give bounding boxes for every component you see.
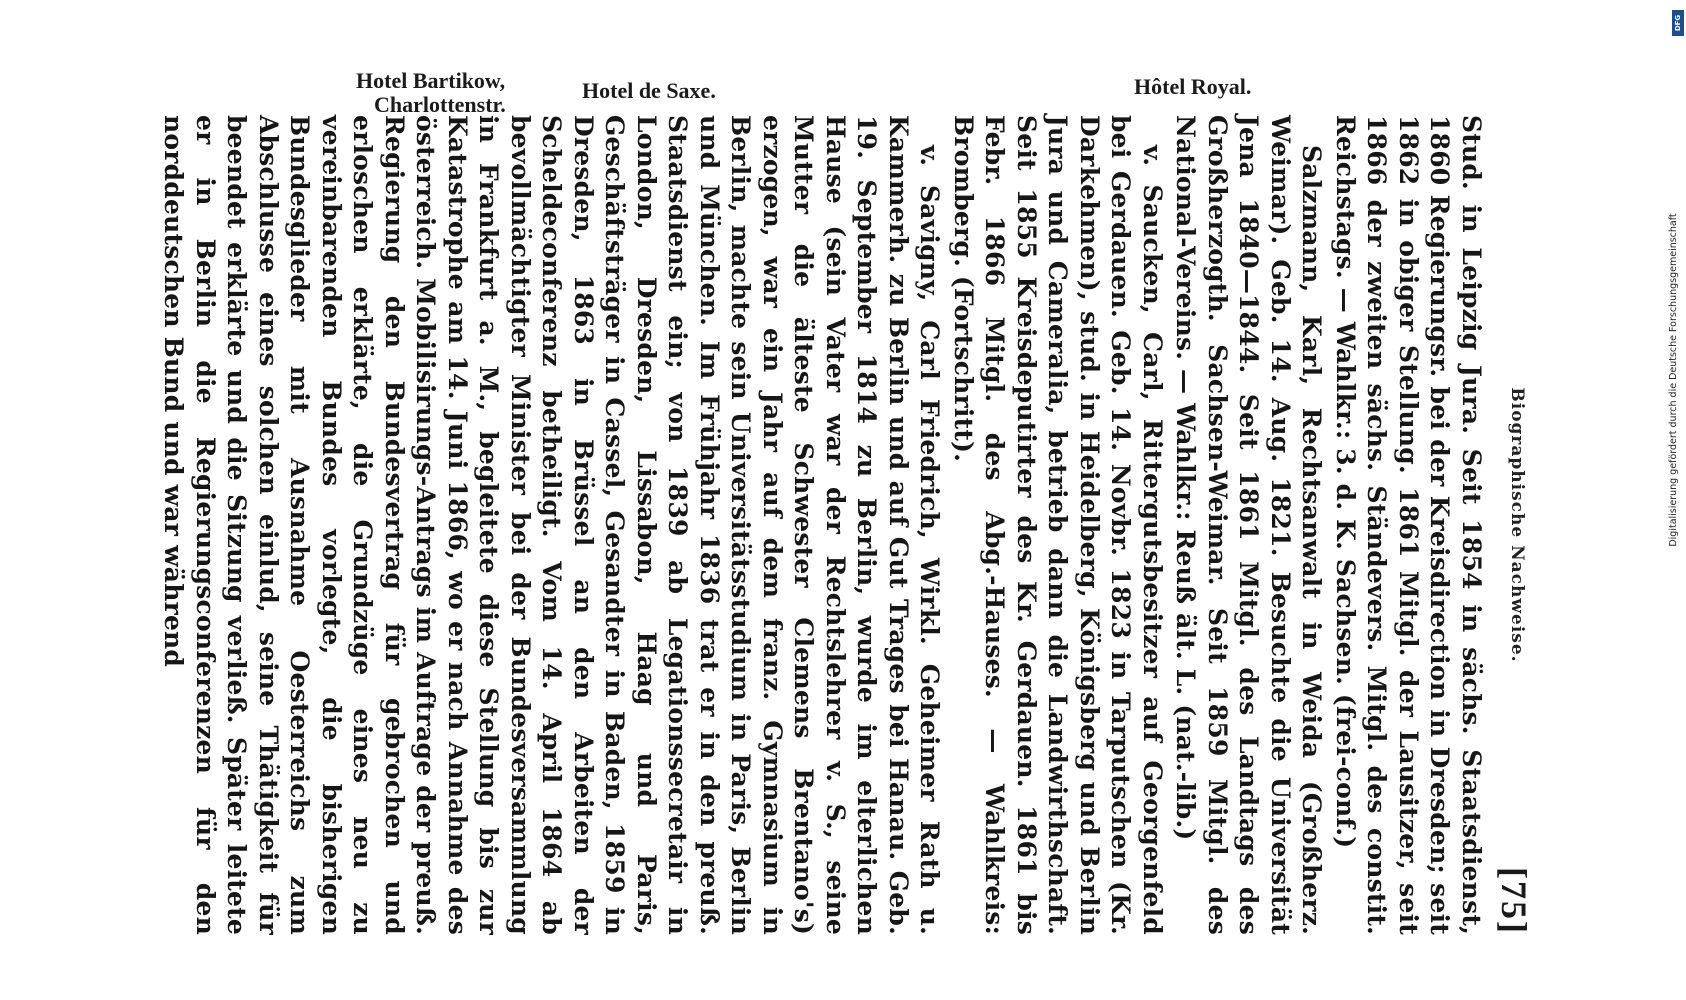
- hotel-bartikow-street-label: Charlottenstr.: [374, 92, 506, 117]
- running-head: Biographische Nachweise.: [1507, 387, 1527, 663]
- page-number: [75]: [1494, 867, 1534, 935]
- biography-text: [156, 115, 1487, 935]
- hotel-de-saxe-label: Hotel de Saxe.: [582, 78, 716, 103]
- rotated-page-scan: [159, 115, 1535, 935]
- digitization-note: [1668, 213, 1686, 547]
- entry-continuation: Stud. in Leipzig Jura. Seit 1854 in sächs. Staatsdienst, 1860 Regierungsr. bei der Kreisdirection in Dresden; seit 1862 in obiger Stellung. 1861 Mitgl. der Lausitzer, seit 1866 der zweiten sächs. Ständevers. Mitgl. des constit. Reichstags. — Wahlkr.: 3. d. K. Sachsen. (frei-conf.): [1331, 115, 1486, 935]
- entry-saucken: v. Saucken, Carl, Rittergutsbesitzer auf Georgenfeld bei Gerdauen. Geb. 14. Novbr. 1823 in Tarputschen (Kr. Darkehmen), stud. in Heidelberg, Königsberg und Berlin Jura und Cameralia, betrieb dann die Landwirthschaft. Seit 1855 Kreisdeputirter des Kr. Gerdauen. 1861 bis Febr. 1866 Mitgl. des Abg.-Hauses. — Wahlkreis: Bromberg. (Fortschritt).: [949, 115, 1167, 935]
- digitization-note-text: Digitalisierung gefördert durch die Deutsche Forschungsgemeinschaft: [1668, 213, 1679, 547]
- entry-savigny: v. Savigny, Carl Friedrich, Wirkl. Geheimer Rath u. Kammerh. zu Berlin und auf Gut Trages bei Hanau. Geb. 19. September 1814 zu Berlin, wurde im elterlichen Hause (sein Vater war der Rechtslehrer v. S., seine Mutter die älteste Schwester Clemens Brentano's) erzogen, war ein Jahr auf dem franz. Gymnasium in Berlin, machte sein Universitätsstudium in Paris, Berlin und München. Im Frühjahr 1836 trat er in den preuß. Staatsdienst ein; von 1839 ab Legationssecretair in London, Dresden, Lissabon, Haag und Paris, Geschäftsträger in Cassel, Gesandter in Baden, 1859 in Dresden, 1863 in Brüssel an den Arbeiten der Scheldeconferenz betheiligt. Vom 14. April 1864 ab bevollmächtigter Minister bei der Bundesversammlung in Frankfurt a. M., begleitete diese Stellung bis zur Katastrophe am 14. Juni 1866, wo er nach Annahme des österreich. Mobilisirungs-Antrags im Auftrage der preuß. Regierung den Bundesvertrag für gebrochen und erloschen erklärte, die Grundzüge eines neu zu vereinbarenden Bundes vorlegte, die bisherigen Bundesglieder mit Ausnahme Oesterreichs zum Abschlusse eines solchen einlud, seine Thätigkeit für beendet erklärte und die Sitzung verließ. Später leitete er in Berlin die Regierungsconferenzen für den norddeutschen Bund und war während: [159, 115, 945, 935]
- dfg-logo: [1672, 10, 1684, 36]
- page-content: [159, 115, 1535, 935]
- entry-salzmann: Salzmann, Karl, Rechtsanwalt in Weida (Großherz. Weimar). Geb. 14. Aug. 1821. Besuchte die Universität Jena 1840—1844. Seit 1861 Mitgl. des Landtags des Großherzogth. Sachsen-Weimar. Seit 1859 Mitgl. des National-Vereins. — Wahlkr.: Reuß ält. L. (nat.-lib.): [1171, 115, 1327, 935]
- hotel-bartikow-label: Hotel Bartikow,: [356, 68, 506, 93]
- dfg-logo-text: DFG: [1674, 14, 1682, 32]
- hotel-royal-label: Hôtel Royal.: [1134, 74, 1252, 99]
